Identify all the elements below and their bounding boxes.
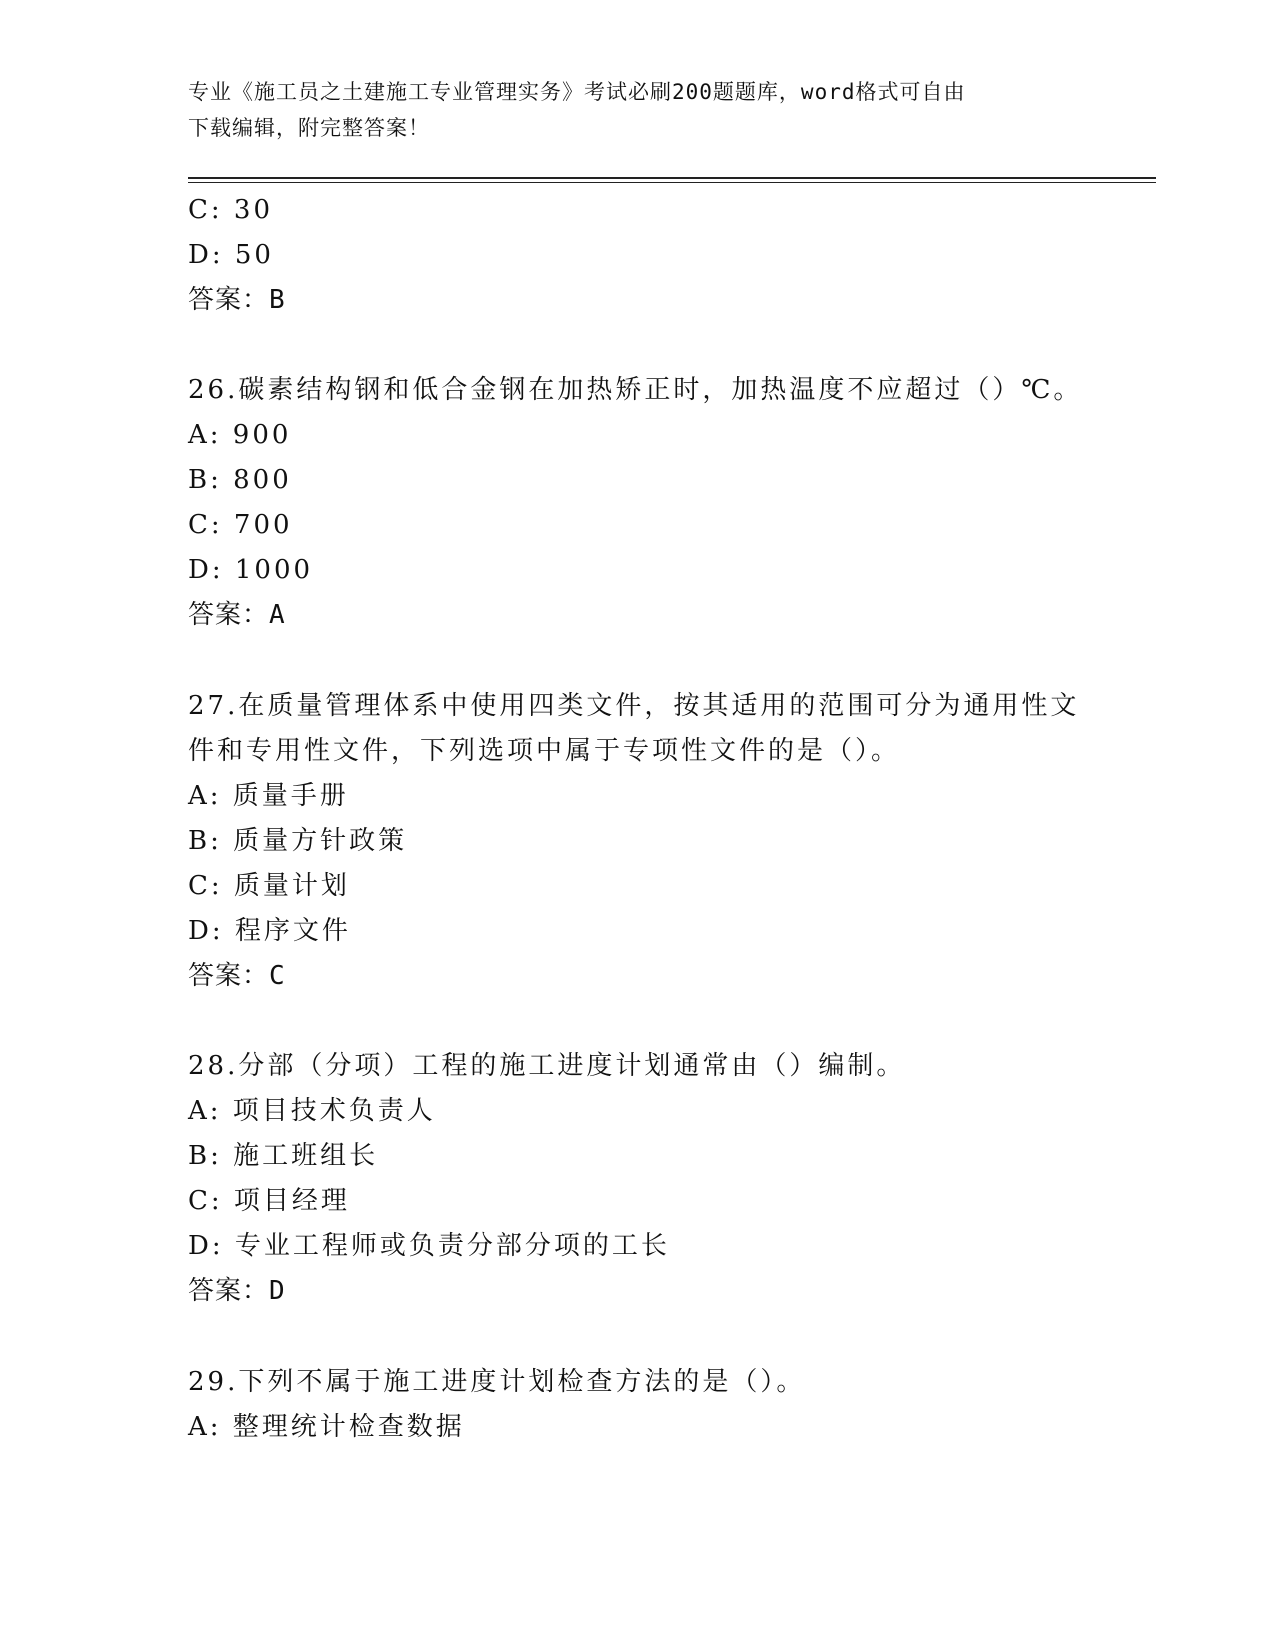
page-header: [188, 74, 1088, 146]
header-rule-thick: [188, 177, 1156, 179]
q28-answer: 答案：D: [188, 1276, 286, 1306]
q29-stem: 29.下列不属于施工进度计划检查方法的是（）。: [188, 1367, 806, 1397]
q29-option-a: A: 整理统计检查数据: [188, 1412, 465, 1442]
q26-stem: 26.碳素结构钢和低合金钢在加热矫正时，加热温度不应超过（）℃。: [188, 375, 1083, 405]
header-line-2: 下载编辑，附完整答案！: [188, 116, 430, 140]
q28-option-a: A: 项目技术负责人: [188, 1096, 436, 1126]
q26-option-a: A: 900: [188, 420, 292, 450]
q26-option-c: C: 700: [188, 510, 293, 540]
q26-option-b: B: 800: [188, 465, 292, 495]
prev-option-c: C: 30: [188, 195, 274, 225]
q27-answer: 答案：C: [188, 961, 286, 991]
header-line-1: 专业《施工员之土建施工专业管理实务》考试必刷200题题库，word格式可自由: [188, 80, 966, 104]
q27-stem-line-2: 件和专用性文件，下列选项中属于专项性文件的是（）。: [188, 736, 901, 766]
q27-stem-line-1: 27.在质量管理体系中使用四类文件，按其适用的范围可分为通用性文: [188, 691, 1080, 721]
prev-option-d: D: 50: [188, 240, 274, 270]
q26-answer: 答案：A: [188, 600, 286, 630]
q27-option-b: B: 质量方针政策: [188, 826, 408, 856]
q28-option-d: D: 专业工程师或负责分部分项的工长: [188, 1231, 670, 1261]
q28-option-b: B: 施工班组长: [188, 1141, 379, 1171]
header-rule-thin: [188, 182, 1156, 183]
q28-stem: 28.分部（分项）工程的施工进度计划通常由（）编制。: [188, 1051, 906, 1081]
prev-answer: 答案：B: [188, 285, 286, 315]
q27-option-a: A: 质量手册: [188, 781, 349, 811]
q28-option-c: C: 项目经理: [188, 1186, 350, 1216]
q27-option-d: D: 程序文件: [188, 916, 351, 946]
q27-option-c: C: 质量计划: [188, 871, 350, 901]
q26-option-d: D: 1000: [188, 555, 314, 585]
